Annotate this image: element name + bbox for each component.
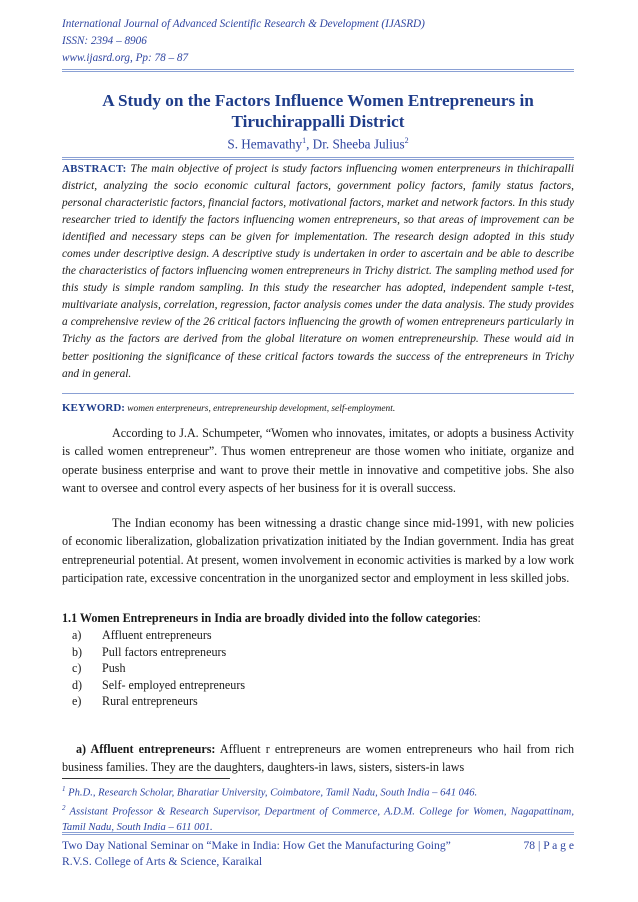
section-heading-colon: : [477,611,481,625]
author-line [62,136,574,152]
author-2: Dr. Sheeba Julius [312,136,405,152]
list-item-label: Affluent entrepreneurs [102,628,212,642]
journal-name: International Journal of Advanced Scientific Research & Development (IJASRD) [62,18,425,30]
list-item-label: Pull factors entrepreneurs [102,644,227,659]
page-footer [62,838,574,870]
footnote-2-text: Assistant Professor & Research Supervisor, Department of Commerce, A.D.M. College for Women, Nagapattinam, Tamil Nadu, South India – 611 001. [62,806,574,834]
list-item [62,677,574,694]
list-marker: c) [72,661,82,676]
title-divider [62,157,574,160]
journal-header [62,16,574,72]
paper-title-line-1: A Study on the Factors Influence Women Entrepreneurs in [102,91,534,110]
list-item [62,660,574,677]
footer-row [62,838,574,854]
footer-seminar: Two Day National Seminar on “Make in India: How Get the Manufacturing Going” [62,839,451,852]
footnote-rule [62,778,230,779]
list-marker: b) [72,644,83,659]
list-item-label: Rural entrepreneurs [102,694,198,709]
intro-paragraph-1: According to J.A. Schumpeter, “Women who innovates, imitates, or adopts a business Activity is called women entrepreneur”. Thus women entrepreneur are those women who initiate, organize and operate business enterprise and want to prove their mettle in innovative and competitive jobs. She also want to oversee and control every aspects of her business for it is overall success. [62,426,574,495]
section-heading-text: 1.1 Women Entrepreneurs in India are broadly divided into the follow categories [62,611,478,625]
abstract [62,161,574,383]
keywords [62,402,574,414]
footer-divider [62,832,574,835]
footer-college: R.V.S. College of Arts & Science, Karaikal [62,855,263,868]
category-list [62,627,574,710]
abstract-label: ABSTRACT: [62,163,127,175]
paper-title-line-2: Tiruchirappalli District [231,112,405,131]
list-marker: a) [72,628,82,642]
author-2-affiliation-mark: 2 [404,136,409,145]
list-marker: e) [72,694,82,709]
footnote-1-mark: 1 [62,785,66,793]
author-1: S. Hemavathy [227,136,303,152]
footnotes [62,782,574,836]
author-separator: , [306,136,313,152]
footnote-1-text: Ph.D., Research Scholar, Bharatiar University, Coimbatore, Tamil Nadu, South India – 641 046. [65,787,478,799]
footnote-2-mark: 2 [62,804,66,813]
abstract-divider [62,393,574,394]
list-item-label: Self- employed entrepreneurs [102,677,246,692]
keywords-label: KEYWORD: [62,402,125,414]
abstract-text: The main objective of project is study factors influencing women enterpreneurs in thichirapalli district, analyzing the socio economic cultural factors, government policy factors, family status factors, personal characteristic factors, financial factors, motivational factors, market and network factors. In this study researcher tried to identify the factors influencing women entrepreneurs, so that areas of improvement can be identified and necessary steps can be given for implementation. The research design adopted in this study comes under descriptive design. A descriptive study is undertaken in order to ascertain and be able to describe the characteristics of factors influencing women entrepreneurs in Trichy district. The sampling method used for this study is simple random sampling. In this study the researcher has adopted, independent sample t-test, multivariate analysis, correlation, regression, factor analysis comes under the data analysis. The study provides a comprehensive review of the 26 critical factors influencing the growth of women entrepreneurs particularly in Trichy as the factors are derived from the global literature on women entrepreneurship. These would aid in better positioning the significance of these critical factors towards the success of the entrepreneurs in Trichy and in general. [62,163,574,380]
list-item-label: Push [102,661,126,676]
intro-paragraph-2: The Indian economy has been witnessing a drastic change since mid-1991, with new policies of economic liberalization, globalization privatization initiated by the Indian government. India has great entrepreneurial potential. At present, women involvement in economic activities is marked by a low work participation rate, excessive concentration in the unorganized sector and employment in less skilled jobs. [62,516,574,585]
page-number: 78 | P a g e [523,839,574,852]
footnote-1 [62,782,574,801]
list-item [62,644,574,661]
keywords-text: women enterpreneurs, entrepreneurship development, self-employment. [127,404,396,414]
journal-issn: ISSN: 2394 – 8906 [62,35,147,47]
list-item [62,693,574,710]
author-1-affiliation-mark: 1 [302,136,307,145]
list-item [62,627,574,644]
journal-site-pages: www.ijasrd.org, Pp: 78 – 87 [62,52,189,64]
affluent-paragraph [62,740,574,777]
affluent-lead: a) Affluent entrepreneurs: [76,742,216,756]
header-divider [62,69,574,72]
section-heading [62,611,574,626]
list-marker: d) [72,677,83,692]
footnote-2 [62,801,574,836]
paper-title [62,90,574,132]
affluent-text: Affluent r entrepreneurs are women entrepreneurs who hail from rich business families. They are the daughters, daughters-in laws, sisters, sisters-in laws [62,742,574,775]
